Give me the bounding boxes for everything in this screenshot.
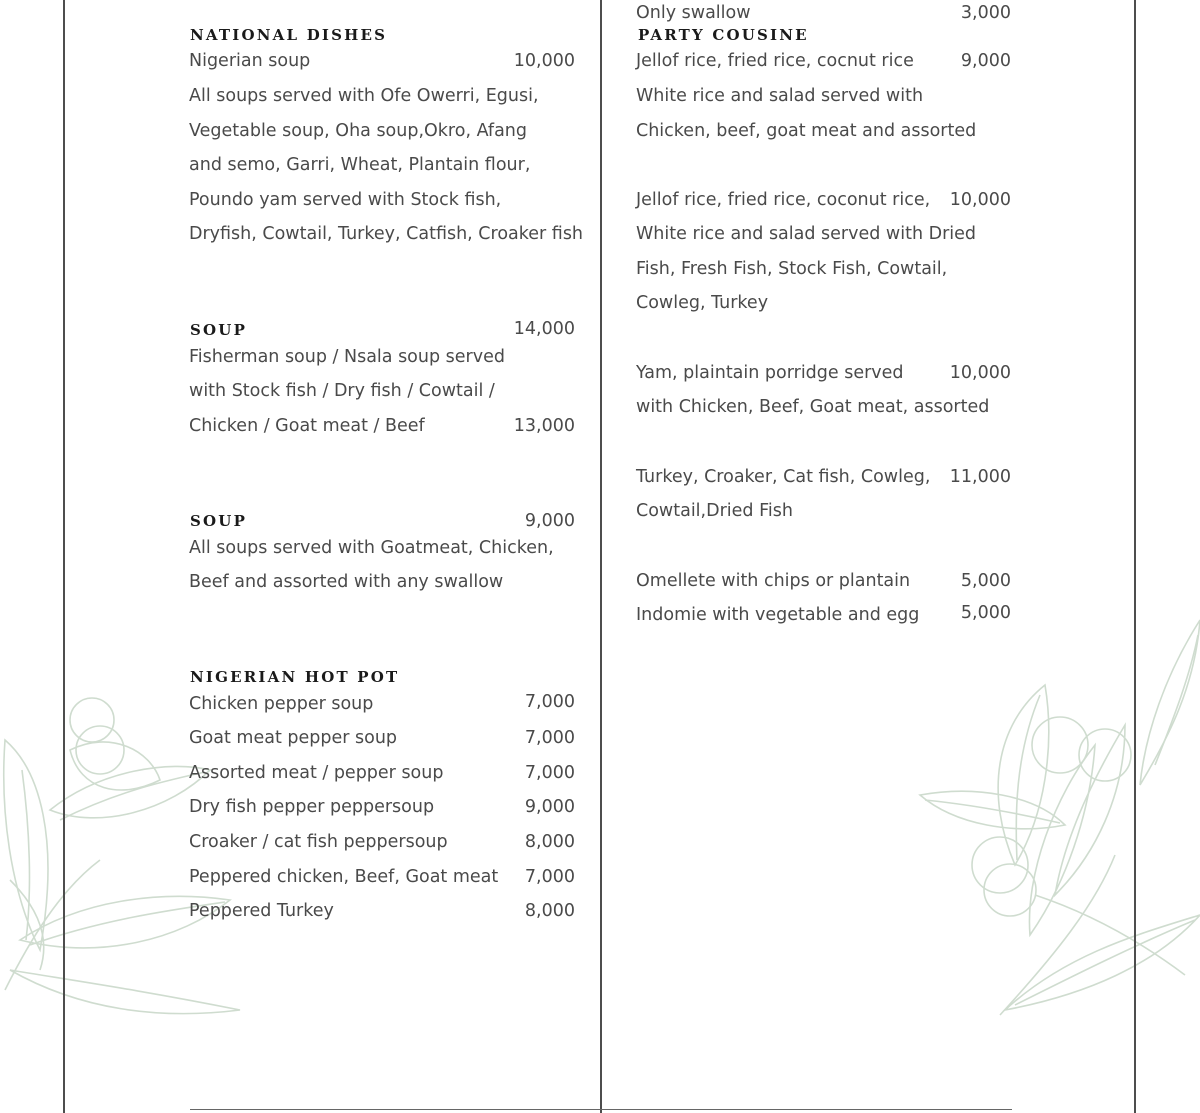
section-heading-soup: SOUP — [190, 512, 248, 530]
menu-item-price: 9,000 — [524, 797, 575, 817]
description-line: with Stock fish / Dry fish / Cowtail / — [189, 381, 495, 401]
section-heading-soup: SOUP — [190, 321, 248, 339]
description-line: Chicken, beef, goat meat and assorted — [636, 121, 977, 141]
menu-item-name: Only swallow — [636, 3, 751, 23]
description-line: All soups served with Ofe Owerri, Egusi, — [189, 86, 539, 106]
frame-line-right — [1134, 0, 1136, 1113]
menu-item-price: 5,000 — [960, 603, 1011, 623]
description-line: Vegetable soup, Oha soup,Okro, Afang — [189, 121, 528, 141]
menu-item-name: Assorted meat / pepper soup — [189, 763, 444, 783]
description-line: Yam, plaintain porridge served — [636, 363, 904, 383]
description-line: White rice and salad served with — [636, 86, 924, 106]
menu-item-price: 10,000 — [513, 51, 575, 71]
description-line: Chicken / Goat meat / Beef — [189, 416, 425, 436]
menu-item-name: Nigerian soup — [189, 51, 311, 71]
footer-rule — [190, 1109, 1012, 1110]
menu-item-name: Croaker / cat fish peppersoup — [189, 832, 448, 852]
description-line: Cowtail,Dried Fish — [636, 501, 793, 521]
description-line: Jellof rice, fried rice, cocnut rice — [636, 51, 914, 71]
menu-item-name: Indomie with vegetable and egg — [636, 605, 920, 625]
column-divider — [600, 0, 602, 1113]
menu-item-name: Omellete with chips or plantain — [636, 571, 911, 591]
description-line: Poundo yam served with Stock fish, — [189, 190, 502, 210]
olive-branch-right-icon — [915, 615, 1200, 1035]
menu-item-name: Peppered Turkey — [189, 901, 334, 921]
menu-item-name: Chicken pepper soup — [189, 694, 374, 714]
description-line: Jellof rice, fried rice, coconut rice, — [636, 190, 931, 210]
menu-item-price: 10,000 — [949, 190, 1011, 210]
menu-item-price: 7,000 — [524, 692, 575, 712]
description-line: and semo, Garri, Wheat, Plantain flour, — [189, 155, 531, 175]
menu-item-price: 7,000 — [524, 728, 575, 748]
menu-item-price: 7,000 — [524, 763, 575, 783]
menu-item-price: 13,000 — [513, 416, 575, 436]
menu-item-price: 9,000 — [960, 51, 1011, 71]
description-line: All soups served with Goatmeat, Chicken, — [189, 538, 554, 558]
menu-item-price: 11,000 — [949, 467, 1011, 487]
menu-item-name: Peppered chicken, Beef, Goat meat — [189, 867, 499, 887]
menu-item-price: 14,000 — [513, 319, 575, 339]
menu-item-name: Goat meat pepper soup — [189, 728, 398, 748]
section-heading-hot-pot: NIGERIAN HOT POT — [190, 668, 400, 686]
menu-item-price: 3,000 — [960, 3, 1011, 23]
menu-item-price: 5,000 — [960, 571, 1011, 591]
menu-item-name: Dry fish pepper peppersoup — [189, 797, 435, 817]
menu-item-price: 8,000 — [524, 832, 575, 852]
section-heading-national-dishes: NATIONAL DISHES — [190, 26, 388, 44]
menu-item-price: 8,000 — [524, 901, 575, 921]
menu-item-price: 10,000 — [949, 363, 1011, 383]
description-line: White rice and salad served with Dried — [636, 224, 977, 244]
description-line: Turkey, Croaker, Cat fish, Cowleg, — [636, 467, 931, 487]
section-heading-party-cousine: PARTY COUSINE — [638, 26, 809, 44]
description-line: with Chicken, Beef, Goat meat, assorted — [636, 397, 990, 417]
description-line: Beef and assorted with any swallow — [189, 572, 504, 592]
description-line: Fish, Fresh Fish, Stock Fish, Cowtail, — [636, 259, 948, 279]
frame-line-left — [63, 0, 65, 1113]
description-line: Cowleg, Turkey — [636, 293, 769, 313]
menu-item-price: 7,000 — [524, 867, 575, 887]
description-line: Fisherman soup / Nsala soup served — [189, 347, 505, 367]
menu-item-price: 9,000 — [524, 511, 575, 531]
description-line: Dryfish, Cowtail, Turkey, Catfish, Croaker fish — [189, 224, 584, 244]
